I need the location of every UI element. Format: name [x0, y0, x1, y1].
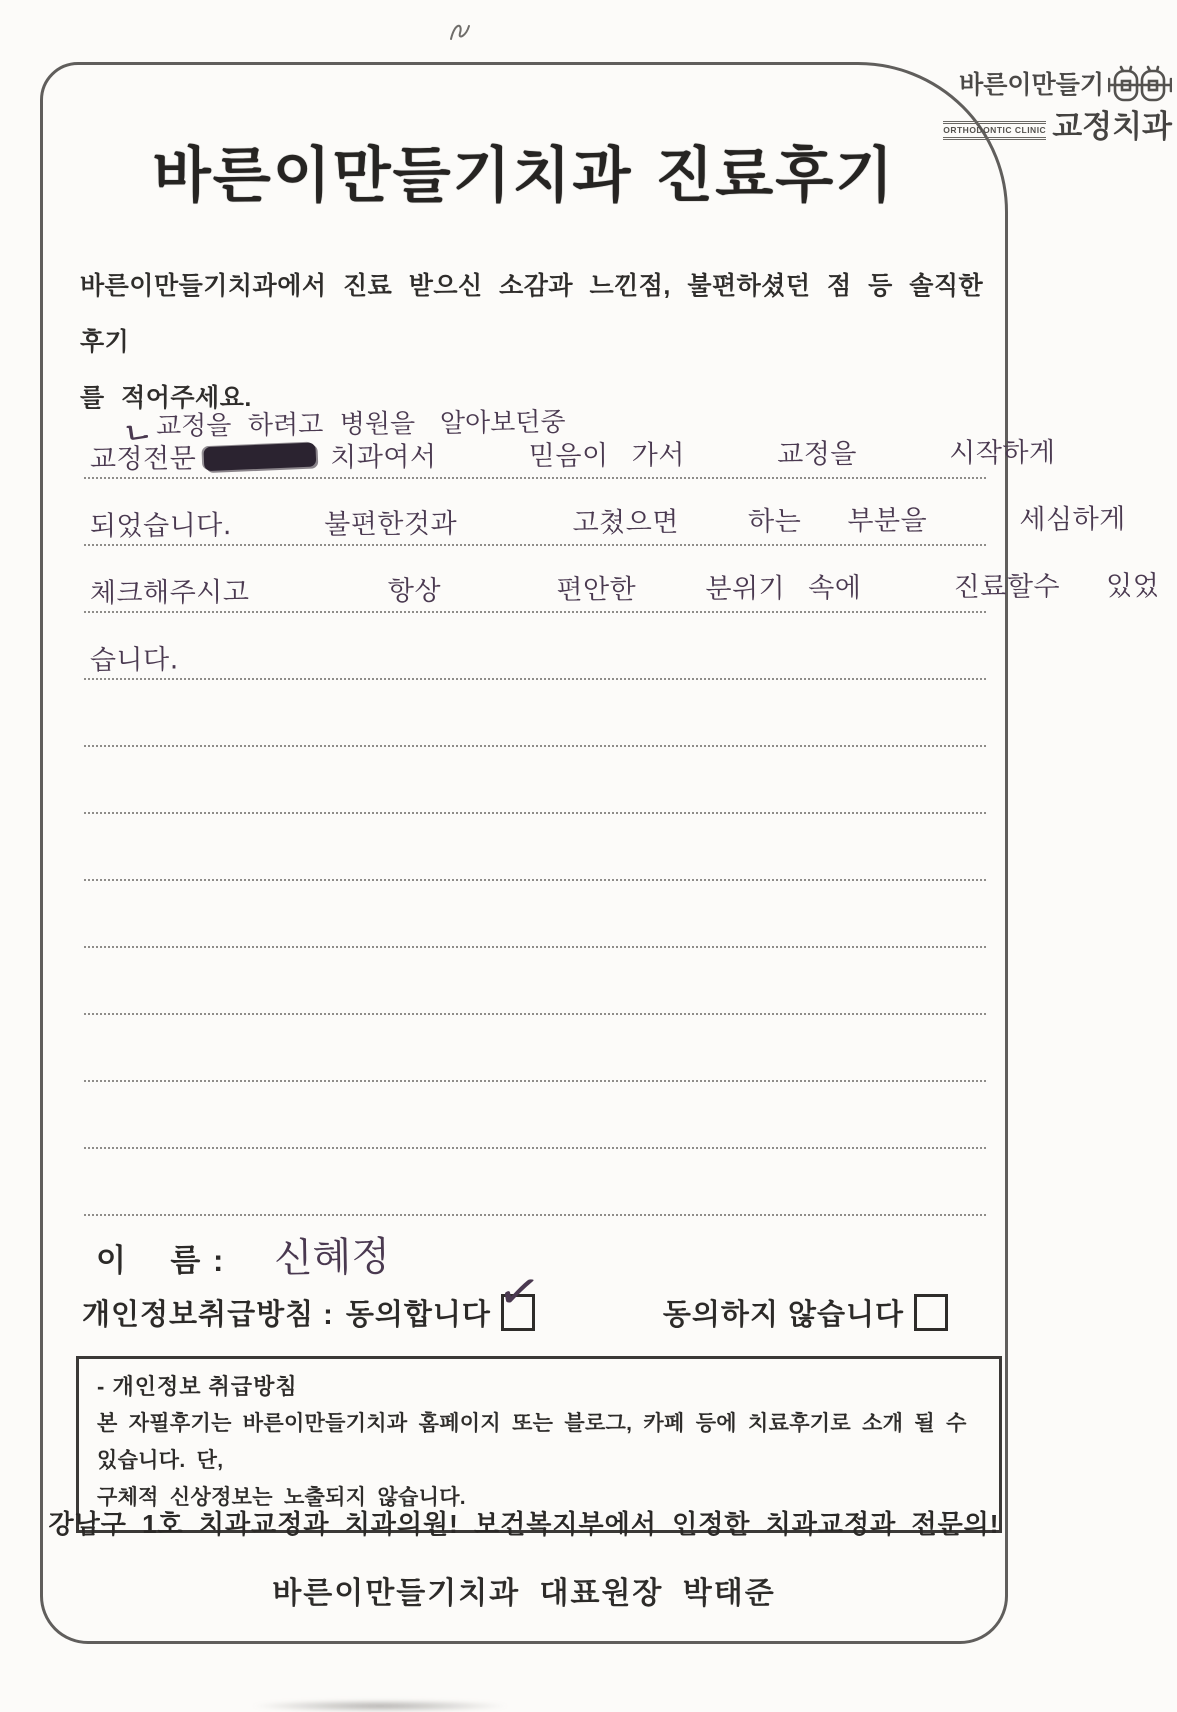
inserted-line-text: 교정을 하려고 병원을 알아보던중: [155, 407, 566, 442]
ruled-line: [84, 412, 1056, 479]
agree-label: 동의합니다: [345, 1299, 491, 1331]
agree-checkbox[interactable]: [493, 1259, 546, 1331]
ruled-line: [84, 1149, 986, 1216]
ruled-line: [84, 613, 986, 680]
insertion-mark: ㄴ: [121, 413, 156, 453]
disagree-label: 동의하지 않습니다: [662, 1299, 905, 1331]
disagree-checkbox[interactable]: [914, 1294, 948, 1331]
consent-label: 개인정보취급방침 :: [82, 1299, 334, 1331]
footer-tagline: 강남구 1호 치과교정과 치과의원! 보건복지부에서 인정한 치과교정과 전문의!: [48, 1509, 1000, 1539]
scan-smudge: [250, 1700, 510, 1712]
ruled-line: [84, 1082, 986, 1149]
ruled-line: [84, 948, 986, 1015]
footer-signature: 바른이만들기치과 대표원장 박태준: [272, 1577, 776, 1610]
logo-clinic-type-en: ORTHODONTIC CLINIC: [943, 121, 1046, 140]
handwritten-line: 습니다.: [89, 644, 179, 676]
braces-teeth-icon: [1108, 64, 1172, 108]
review-writing-area: [84, 412, 1160, 1216]
privacy-body-line-1: 본 자필후기는 바른이만들기치과 홈페이지 또는 블로그, 카페 등에 치료후기로 소개 될 수 있습니다. 단,: [97, 1412, 967, 1472]
form-title: 바른이만들기치과 진료후기: [152, 141, 896, 211]
instructions-line-1: 바른이만들기치과에서 진료 받으신 소감과 느낀점, 불편하셨던 점 등 솔직한 후기: [80, 272, 984, 356]
scribbled-out-word: [204, 442, 317, 471]
ruled-line: [84, 479, 1126, 546]
ruled-line: [84, 680, 986, 747]
ruled-line: [84, 1015, 986, 1082]
ruled-line: [84, 881, 986, 948]
logo-clinic-type-kr: 교정치과: [1052, 109, 1172, 144]
logo-clinic-name: 바른이만들기: [959, 71, 1104, 100]
pen-scan-artifact: [448, 14, 474, 44]
name-label: 이 름 :: [96, 1243, 226, 1278]
handwritten-line: 교정전문 치과여서 믿음이 가서 교정을 시작하게: [89, 437, 1056, 476]
ruled-line: [84, 546, 1160, 613]
handwritten-line: 체크해주시고 항상 편안한 분위기 속에 진료할수 있었: [89, 570, 1160, 609]
instructions-line-2: 를 적어주세요.: [80, 384, 252, 412]
privacy-heading: - 개인정보 취급방침: [97, 1374, 298, 1399]
handwritten-checkmark: ✓: [493, 1259, 546, 1325]
name-value: 신혜정: [273, 1233, 391, 1283]
handwritten-line: 되었습니다. 불편한것과 고쳤으면 하는 부분을 세심하게: [89, 503, 1126, 542]
privacy-body-line-2: 구체적 신상정보는 노출되지 않습니다.: [97, 1486, 466, 1509]
name-field: [96, 1226, 390, 1283]
ruled-line: [84, 814, 986, 881]
ruled-line: [84, 747, 986, 814]
